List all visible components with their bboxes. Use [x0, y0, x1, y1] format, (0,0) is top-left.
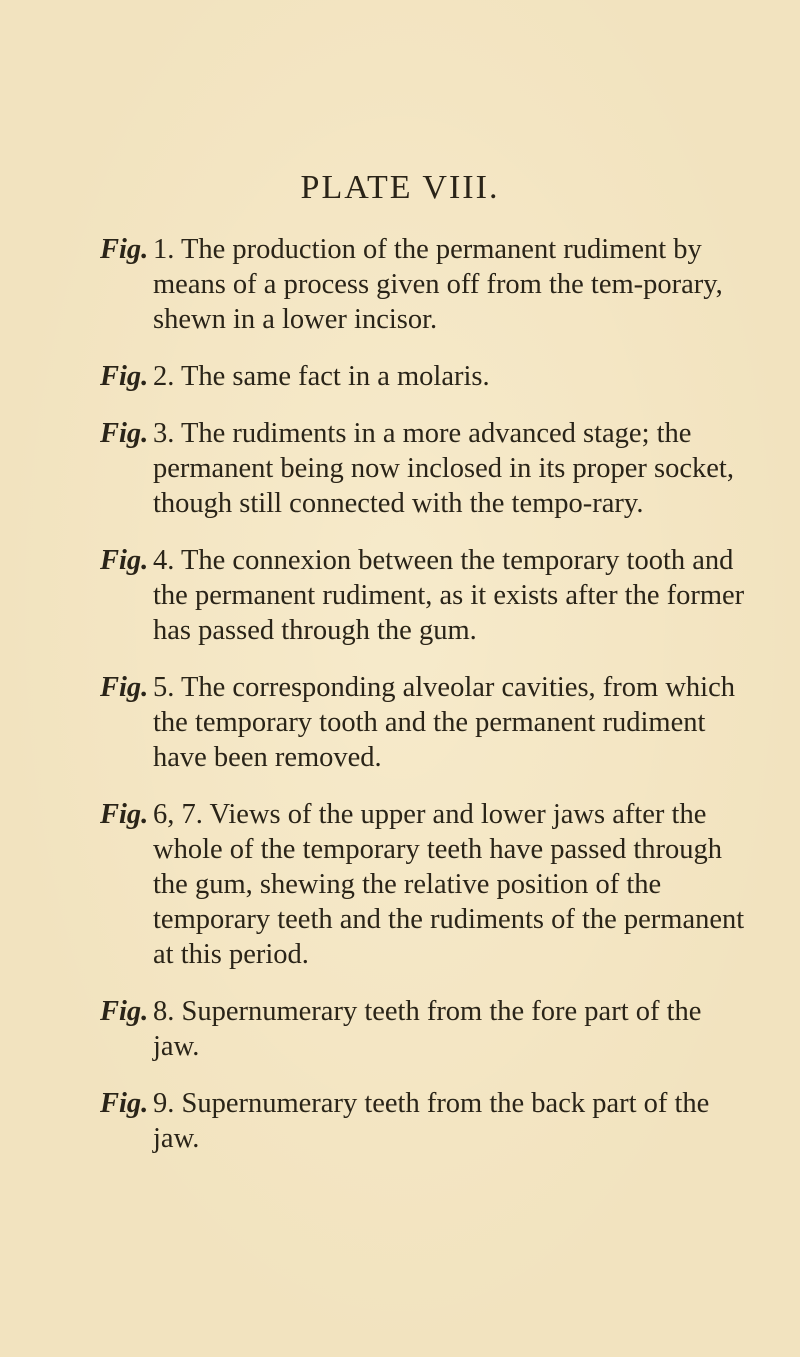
plate-title: PLATE VIII. [300, 169, 500, 206]
figure-entry-2 [100, 359, 750, 394]
figure-prefix: Fig. [100, 361, 149, 392]
figure-entry-5 [100, 670, 750, 775]
figure-description: Views of the upper and lower jaws after the whole of the temporary teeth have passed through the gum, shewing the relative position of the temporary teeth and the rudiments of the permanent at this period. [153, 799, 745, 970]
figure-entry-8 [100, 994, 750, 1064]
figure-description: The production of the permanent rudiment by means of a process given off from the tem-porary, shewn in a lower incisor. [153, 234, 723, 335]
figure-description: The same fact in a molaris. [181, 361, 490, 392]
figure-entry-3 [100, 416, 750, 521]
figure-prefix: Fig. [100, 234, 149, 265]
figure-number: 5. [153, 672, 175, 703]
figure-number: 8. [153, 996, 175, 1027]
figure-list [100, 232, 750, 1178]
figure-description: Supernumerary teeth from the back part of the jaw. [153, 1088, 710, 1154]
figure-prefix: Fig. [100, 545, 149, 576]
figure-entry-1 [100, 232, 750, 337]
figure-prefix: Fig. [100, 799, 149, 830]
figure-prefix: Fig. [100, 418, 149, 449]
figure-entry-4 [100, 543, 750, 648]
figure-number: 9. [153, 1088, 175, 1119]
figure-description: The rudiments in a more advanced stage; the permanent being now inclosed in its proper socket, though still connected with the tempo-rary. [153, 418, 734, 519]
figure-prefix: Fig. [100, 672, 149, 703]
figure-number: 6, 7. [153, 799, 203, 830]
figure-prefix: Fig. [100, 1088, 149, 1119]
figure-number: 1. [153, 234, 175, 265]
figure-prefix: Fig. [100, 996, 149, 1027]
figure-number: 4. [153, 545, 175, 576]
figure-number: 2. [153, 361, 175, 392]
figure-description: The connexion between the temporary tooth and the permanent rudiment, as it exists after the former has passed through the gum. [153, 545, 745, 646]
figure-description: Supernumerary teeth from the fore part of the jaw. [153, 996, 702, 1062]
figure-entry-6-7 [100, 797, 750, 972]
figure-entry-9 [100, 1086, 750, 1156]
figure-description: The corresponding alveolar cavities, from which the temporary tooth and the permanent rudiment have been removed. [153, 672, 735, 773]
figure-number: 3. [153, 418, 175, 449]
